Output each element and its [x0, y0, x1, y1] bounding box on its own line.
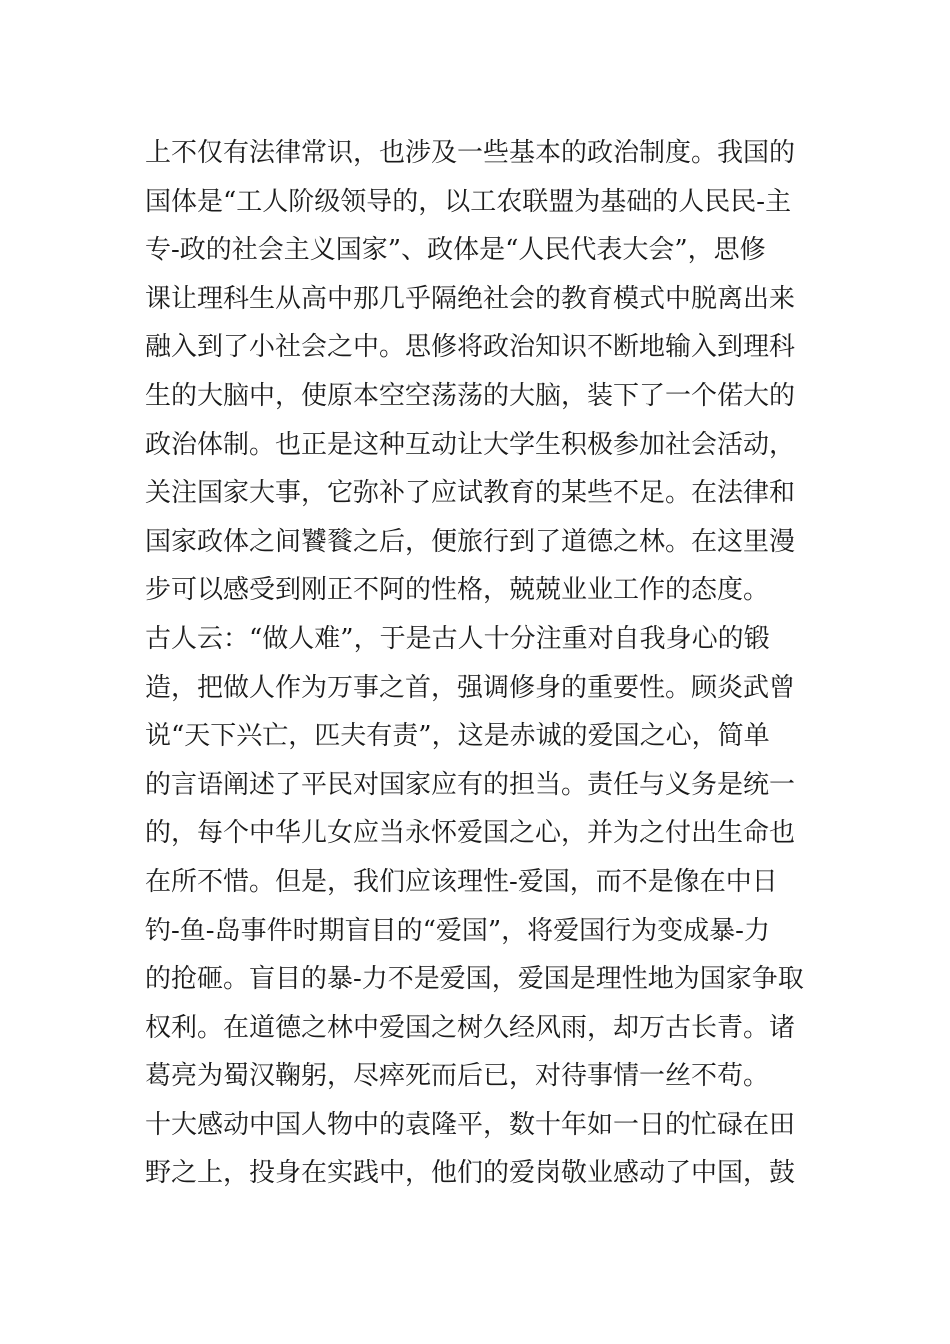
- text-line: 权利。在道德之林中爱国之树久经风雨，却万古长青。诸: [145, 1012, 796, 1043]
- text-line: 上不仅有法律常识，也涉及一些基本的政治制度。我国的: [145, 138, 796, 168]
- text-line: 十大感动中国人物中的袁隆平，数十年如一日的忙碌在田: [145, 1109, 796, 1140]
- text-line: 造，把做人作为万事之首，强调修身的重要性。顾炎武曾: [145, 672, 796, 703]
- text-line: 关注国家大事，它弥补了应试教育的某些不足。在法律和: [145, 478, 796, 509]
- text-line: 课让理科生从高中那几乎隔绝社会的教育模式中脱离出来: [145, 283, 796, 314]
- text-line: 说“天下兴亡，匹夫有责”，这是赤诚的爱国之心，简单: [145, 721, 770, 752]
- text-line: 葛亮为蜀汉鞠躬，尽瘁死而后已，对待事情一丝不苟。: [145, 1061, 770, 1092]
- text-line: 的，每个中华儿女应当永怀爱国之心，并为之付出生命也: [145, 818, 796, 849]
- text-line: 融入到了小社会之中。思修将政治知识不断地输入到理科: [145, 332, 796, 363]
- text-line: 在所不惜。但是，我们应该理性-爱国，而不是像在中日: [145, 866, 778, 897]
- text-line: 钓-鱼-岛事件时期盲目的“爱国”，将爱国行为变成暴-力: [145, 915, 770, 946]
- text-line: 国家政体之间饕餮之后，便旅行到了道德之林。在这里漫: [145, 526, 796, 557]
- text-line: 专-政的社会主义国家”、政体是“人民代表大会”，思修: [145, 235, 766, 266]
- body-text: [145, 129, 815, 1198]
- text-line: 古人云：“做人难”，于是古人十分注重对自我身心的锻: [145, 623, 770, 654]
- text-line: 国体是“工人阶级领导的，以工农联盟为基础的人民民-主: [145, 186, 792, 217]
- text-line: 的抢砸。盲目的暴-力不是爱国，爱国是理性地为国家争取: [145, 964, 804, 995]
- text-line: 步可以感受到刚正不阿的性格，兢兢业业工作的态度。: [145, 575, 770, 606]
- text-line: 野之上，投身在实践中，他们的爱岗敬业感动了中国，鼓: [145, 1158, 796, 1189]
- text-line: 政治体制。也正是这种互动让大学生积极参加社会活动，: [145, 429, 796, 460]
- text-line: 的言语阐述了平民对国家应有的担当。责任与义务是统一: [145, 769, 796, 800]
- text-line: 生的大脑中，使原本空空荡荡的大脑，装下了一个偌大的: [145, 380, 796, 411]
